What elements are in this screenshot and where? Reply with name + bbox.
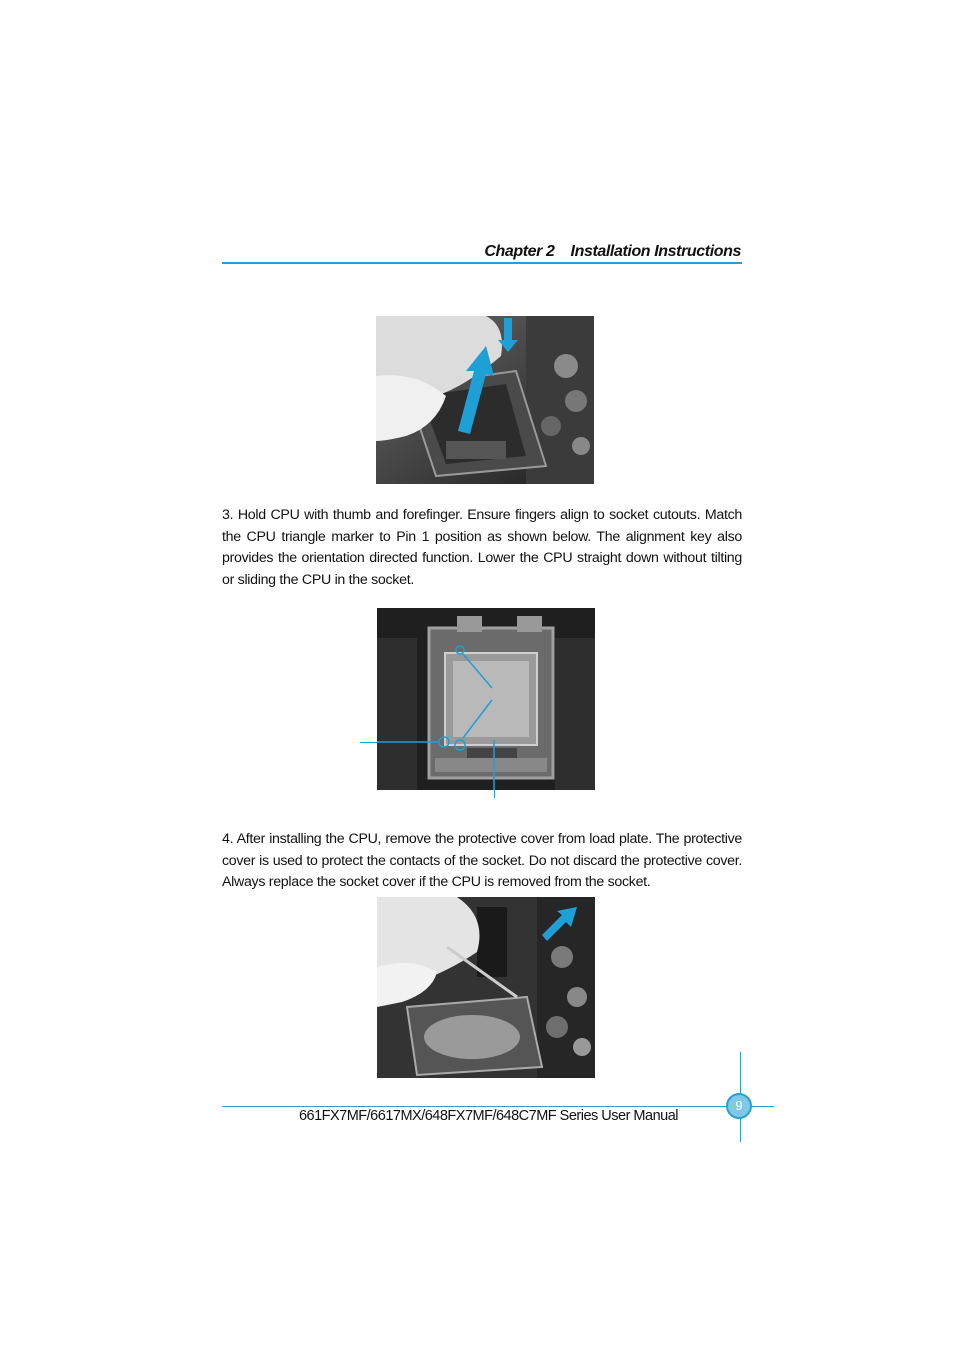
manual-title: 661FX7MF/6617MX/648FX7MF/648C7MF Series User Manual	[298, 1108, 678, 1124]
footer-divider	[222, 1106, 728, 1107]
header-divider	[222, 262, 742, 264]
callout-line-pin1	[494, 790, 495, 798]
step-3-text: 3. Hold CPU with thumb and forefinger. Ensure fingers align to socket cutouts. Match the CPU triangle marker to Pin 1 position as shown below. The alignment key also provides the orientation directed function. Lower the CPU straight down without tilting or sliding the CPU in the socket.	[222, 507, 742, 588]
photo-cpu-in-socket-illustration	[377, 608, 595, 790]
chapter-label: Chapter 2	[484, 243, 555, 260]
section-title: Installation Instructions	[570, 243, 741, 260]
callout-line-alignment-key	[360, 742, 377, 743]
photo-cpu-in-socket	[377, 608, 595, 790]
photo-remove-cover-illustration	[377, 897, 595, 1078]
step-4-text: 4. After installing the CPU, remove the protective cover from load plate. The protective cover is used to protect the contacts of the socket. Do not discard the protective cover. Always replace the socket cover if the CPU is removed from the socket.	[222, 831, 742, 890]
photo-open-load-plate-illustration	[376, 316, 594, 484]
page-number: 9	[726, 1093, 752, 1119]
page-marker-horizontal-line	[752, 1106, 774, 1107]
photo-open-load-plate	[376, 316, 594, 484]
photo-remove-cover	[377, 897, 595, 1078]
chapter-header	[420, 243, 741, 261]
